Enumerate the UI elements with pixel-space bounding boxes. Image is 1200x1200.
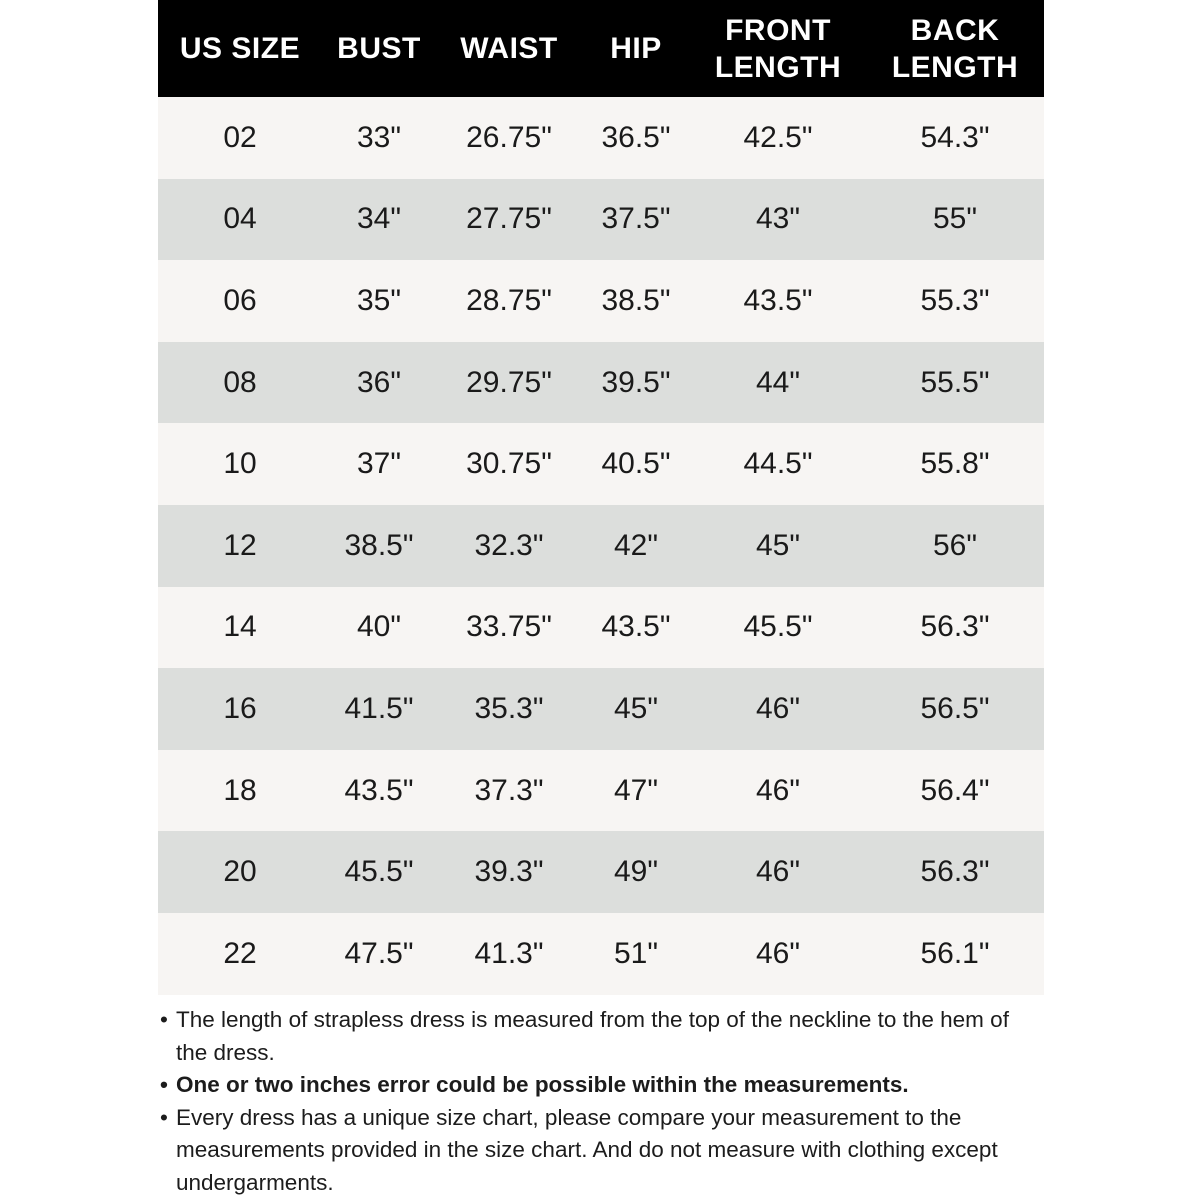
- header-label: WAIST: [460, 32, 558, 65]
- table-row: [158, 505, 1044, 587]
- cell-waist: 30.75": [466, 447, 552, 481]
- header-label: US SIZE: [179, 32, 301, 65]
- cell-waist: 29.75": [466, 365, 552, 399]
- cell-hip: 39.5": [601, 365, 671, 399]
- cell-bust: 37": [356, 447, 402, 481]
- header-us-size: [158, 0, 322, 97]
- cell-hip: 36.5": [601, 120, 671, 154]
- cell-hip: 42": [613, 528, 659, 562]
- cell-back-length: 56.5": [920, 691, 990, 725]
- cell-hip: 47": [613, 773, 659, 807]
- cell-bust: 34": [356, 202, 402, 236]
- cell-waist: 27.75": [466, 202, 552, 236]
- cell-bust: 36": [356, 365, 402, 399]
- cell-us-size: 18: [223, 773, 257, 807]
- bullet-icon: •: [160, 1104, 168, 1130]
- cell-front-length: 46": [755, 773, 801, 807]
- cell-hip: 37.5": [601, 202, 671, 236]
- cell-us-size: 20: [223, 855, 257, 889]
- cell-us-size: 04: [223, 202, 257, 236]
- cell-us-size: 08: [223, 365, 257, 399]
- bullet-icon: •: [160, 1007, 168, 1032]
- cell-hip: 51": [613, 936, 659, 970]
- table-body: [158, 97, 1044, 995]
- cell-us-size: 16: [223, 691, 257, 725]
- header-row: [158, 0, 1044, 97]
- cell-back-length: 56.3": [920, 855, 990, 889]
- table-row: [158, 750, 1044, 832]
- cell-us-size: 12: [223, 528, 257, 562]
- cell-bust: 38.5": [344, 528, 414, 562]
- note-measurement-error: [158, 1069, 1038, 1102]
- cell-waist: 37.3": [474, 773, 544, 807]
- cell-waist: 39.3": [474, 855, 544, 889]
- cell-back-length: 55.3": [920, 283, 990, 317]
- size-table: [158, 0, 1044, 995]
- cell-front-length: 45.5": [743, 610, 813, 644]
- cell-bust: 41.5": [344, 691, 414, 725]
- cell-front-length: 43": [755, 202, 801, 236]
- note-text: One or two inches error could be possible within the measurements.: [176, 1072, 909, 1097]
- cell-back-length: 56": [932, 528, 978, 562]
- header-label: HIP: [610, 32, 662, 65]
- cell-front-length: 42.5": [743, 120, 813, 154]
- cell-us-size: 06: [223, 283, 257, 317]
- header-label: FRONT: [725, 13, 831, 47]
- header-front-length: [690, 0, 866, 97]
- cell-us-size: 14: [223, 610, 257, 644]
- cell-bust: 45.5": [344, 855, 414, 889]
- cell-waist: 28.75": [466, 283, 552, 317]
- table-row: [158, 831, 1044, 913]
- cell-front-length: 46": [755, 936, 801, 970]
- cell-front-length: 46": [755, 855, 801, 889]
- cell-waist: 41.3": [474, 936, 544, 970]
- cell-back-length: 56.3": [920, 610, 990, 644]
- table-row: [158, 913, 1044, 995]
- cell-bust: 35": [356, 283, 402, 317]
- bullet-icon: •: [160, 1072, 168, 1097]
- cell-back-length: 56.1": [920, 936, 990, 970]
- cell-front-length: 46": [755, 691, 801, 725]
- notes-section: [158, 1004, 1038, 1199]
- cell-hip: 40.5": [601, 447, 671, 481]
- header-hip: [582, 0, 690, 97]
- cell-front-length: 43.5": [743, 283, 813, 317]
- cell-front-length: 44.5": [743, 447, 813, 481]
- cell-back-length: 56.4": [920, 773, 990, 807]
- cell-back-length: 55.5": [920, 365, 990, 399]
- table-row: [158, 260, 1044, 342]
- header-bust: [322, 0, 436, 97]
- note-text: The length of strapless dress is measured from the top of the neckline to the hem of the dress.: [176, 1007, 1009, 1065]
- cell-hip: 38.5": [601, 283, 671, 317]
- table-row: [158, 342, 1044, 424]
- note-text: Every dress has a unique size chart, please compare your measurement to the measurements provided in the size chart. And do not measure with clothing except undergarments.: [176, 1104, 998, 1195]
- cell-bust: 43.5": [344, 773, 414, 807]
- cell-back-length: 55.8": [920, 447, 990, 481]
- cell-us-size: 10: [223, 447, 257, 481]
- table-row: [158, 179, 1044, 261]
- cell-front-length: 44": [755, 365, 801, 399]
- header-label: BACK: [910, 13, 1000, 47]
- cell-bust: 33": [356, 120, 402, 154]
- table-row: [158, 668, 1044, 750]
- cell-bust: 40": [356, 610, 402, 644]
- cell-us-size: 22: [223, 936, 257, 970]
- header-label: BUST: [337, 32, 421, 65]
- header-label: LENGTH: [714, 50, 842, 84]
- note-strapless-length: [158, 1004, 1038, 1069]
- cell-front-length: 45": [755, 528, 801, 562]
- cell-back-length: 54.3": [920, 120, 990, 154]
- header-back-length: [866, 0, 1044, 97]
- cell-waist: 32.3": [474, 528, 544, 562]
- size-chart: [158, 0, 1044, 995]
- table-row: [158, 423, 1044, 505]
- header-waist: [436, 0, 582, 97]
- note-unique-size-chart: [158, 1102, 1038, 1200]
- cell-back-length: 55": [932, 202, 978, 236]
- table-row: [158, 97, 1044, 179]
- cell-bust: 47.5": [344, 936, 414, 970]
- table-header: [158, 0, 1044, 97]
- cell-waist: 35.3": [474, 691, 544, 725]
- cell-hip: 45": [613, 691, 659, 725]
- table-row: [158, 587, 1044, 669]
- cell-waist: 26.75": [466, 120, 552, 154]
- cell-waist: 33.75": [466, 610, 552, 644]
- cell-hip: 49": [613, 855, 659, 889]
- cell-hip: 43.5": [601, 610, 671, 644]
- cell-us-size: 02: [223, 120, 257, 154]
- header-label: LENGTH: [891, 50, 1019, 84]
